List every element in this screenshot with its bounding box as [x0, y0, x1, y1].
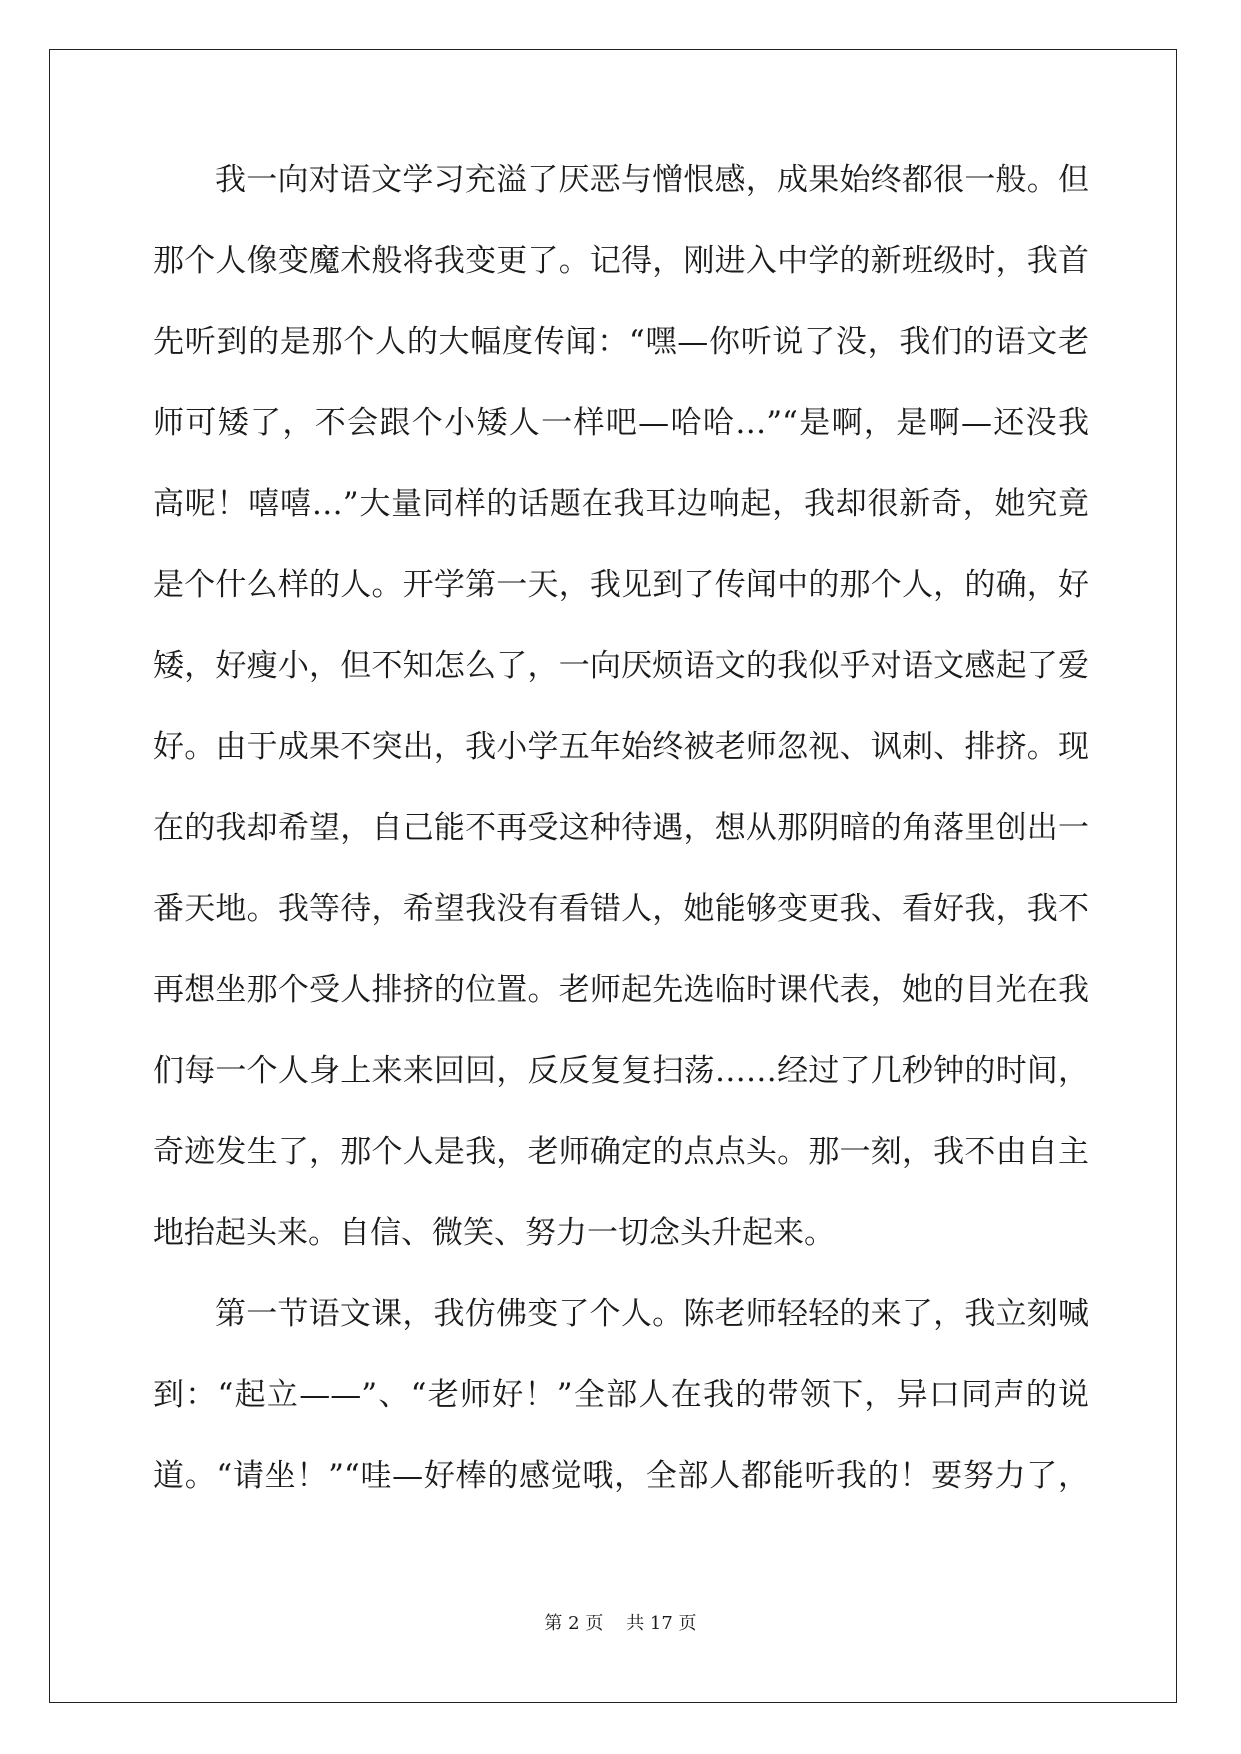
text-line: 番天地。我等待，希望我没有看错人，她能够变更我、看好我，我不 [153, 891, 1089, 927]
text-line: 是个什么样的人。开学第一天，我见到了传闻中的那个人，的确，好 [153, 567, 1089, 603]
text-line: 高呢！嘻嘻…”大量同样的话题在我耳边响起，我却很新奇，她究竟 [153, 486, 1089, 522]
text-line: 矮，好瘦小，但不知怎么了，一向厌烦语文的我似乎对语文感起了爱 [153, 648, 1089, 684]
text-line: 奇迹发生了，那个人是我，老师确定的点点头。那一刻，我不由自主 [153, 1134, 1089, 1170]
text-line: 们每一个人身上来来回回，反反复复扫荡……经过了几秒钟的时间， [153, 1053, 1089, 1089]
text-line: 第一节语文课，我仿佛变了个人。陈老师轻轻的来了，我立刻喊 [215, 1296, 1089, 1332]
text-line: 那个人像变魔术般将我变更了。记得，刚进入中学的新班级时，我首 [153, 243, 1089, 279]
page-number-footer: 第 2 页 共 17 页 [544, 1613, 697, 1634]
text-line: 师可矮了，不会跟个小矮人一样吧—哈哈…”“是啊，是啊—还没我 [153, 405, 1089, 441]
text-line: 地抬起头来。自信、微笑、努力一切念头升起来。 [153, 1215, 835, 1251]
text-line: 再想坐那个受人排挤的位置。老师起先选临时课代表，她的目光在我 [153, 972, 1089, 1008]
text-line: 到：“起立——”、“老师好！”全部人在我的带领下，异口同声的说 [153, 1377, 1089, 1413]
text-line: 道。“请坐！”“哇—好棒的感觉哦，全部人都能听我的！要努力了， [153, 1458, 1089, 1494]
body-text [153, 160, 1089, 1537]
text-line: 在的我却希望，自己能不再受这种待遇，想从那阴暗的角落里创出一 [153, 810, 1089, 846]
text-line: 好。由于成果不突出，我小学五年始终被老师忽视、讽刺、排挤。现 [153, 729, 1089, 765]
text-line: 我一向对语文学习充溢了厌恶与憎恨感，成果始终都很一般。但 [215, 162, 1089, 198]
text-line: 先听到的是那个人的大幅度传闻：“嘿—你听说了没，我们的语文老 [153, 324, 1089, 360]
